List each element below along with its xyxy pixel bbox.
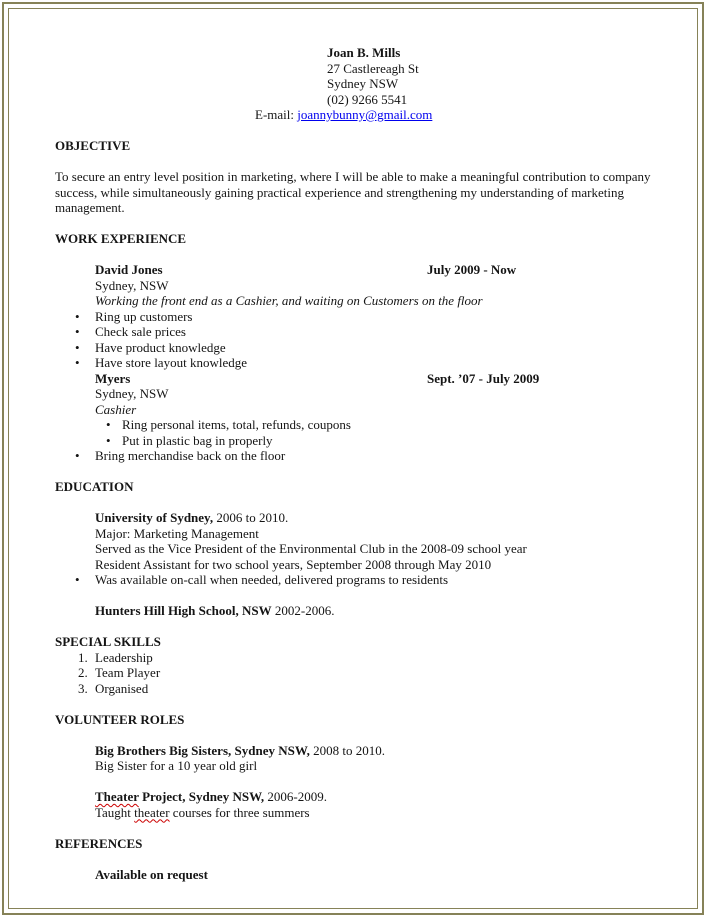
spacer [55, 619, 665, 635]
bullet-text: Ring up customers [95, 308, 193, 324]
spacer [55, 154, 665, 170]
role2-desc-text: courses for three summers [169, 804, 310, 820]
spacer [55, 774, 665, 790]
education-university-row [55, 510, 665, 526]
school-name: Hunters Hill High School, NSW [95, 603, 272, 618]
skill-label: Team Player [95, 665, 161, 680]
volunteer-role2-description [55, 805, 665, 821]
volunteer-role1-description: Big Sister for a 10 year old girl [95, 758, 258, 773]
email-link[interactable]: joannybunny@gmail.com [297, 107, 433, 122]
volunteer-role1-title-row [55, 743, 665, 759]
spacer [55, 495, 665, 511]
bullet-icon: • [106, 432, 111, 448]
bullet-text: Have product knowledge [95, 339, 226, 355]
spacer [55, 696, 665, 712]
skill-label: Organised [95, 680, 149, 696]
section-heading-education: EDUCATION [55, 479, 134, 494]
contact-name: Joan B. Mills [327, 45, 401, 60]
bullet-text: Have store layout knowledge [95, 355, 247, 370]
job1-bullet [55, 340, 665, 356]
contact-email-line [55, 107, 665, 123]
spacer [55, 464, 665, 480]
bullet-icon: • [75, 572, 80, 587]
role2-dates: 2006-2009. [264, 789, 327, 804]
skill-label: Leadership [95, 649, 153, 665]
job1-bullet [55, 324, 665, 340]
spacer [55, 851, 665, 867]
contact-phone: (02) 9266 5541 [327, 91, 408, 107]
bullet-text: Ring personal items, total, refunds, coupons [122, 417, 351, 432]
role1-title: Big Brothers Big Sisters, Sydney NSW, [95, 742, 310, 758]
role2-title-misspelled-word: Theater [95, 789, 139, 804]
bullet-text: Was available on-call when needed, delivered programs to residents [95, 572, 449, 587]
job1-bullet [55, 309, 665, 325]
bullet-icon: • [75, 355, 80, 370]
university-dates: 2006 to 2010. [213, 510, 289, 525]
section-heading-volunteer-roles: VOLUNTEER ROLES [55, 711, 185, 727]
spacer [55, 123, 665, 139]
education-major: Major: Marketing Management [95, 525, 259, 541]
objective-text: To secure an entry level position in marketing, where I will be able to make a meaningful contribution to company success, while simultaneously gaining practical experience and strengthening my understanding of marketing management. [55, 169, 651, 215]
education-school-row [55, 603, 665, 619]
spacer [55, 820, 665, 836]
spacer [55, 727, 665, 743]
resume-content [55, 45, 665, 882]
education-detail: Served as the Vice President of the Environmental Club in the 2008-09 school year [95, 541, 527, 556]
skill-number: 3. [78, 680, 88, 696]
bullet-icon: • [106, 417, 111, 432]
skill-item [55, 650, 665, 666]
bullet-icon: • [75, 339, 80, 355]
skill-item [55, 681, 665, 697]
bullet-icon: • [75, 308, 80, 324]
section-heading-objective: OBJECTIVE [55, 138, 131, 153]
job2-sub-bullet [55, 417, 665, 433]
role2-desc-misspelled-word: theater [134, 804, 170, 820]
role1-dates: 2008 to 2010. [309, 742, 386, 758]
role2-title: Project, Sydney NSW, [138, 789, 265, 804]
job1-employer-row [55, 262, 665, 278]
bullet-text: Bring merchandise back on the floor [95, 448, 286, 463]
bullet-text: Put in plastic bag in properly [122, 432, 273, 448]
references-text: Available on request [95, 866, 208, 882]
job2-employer-row [55, 371, 665, 387]
job1-bullet [55, 355, 665, 371]
section-heading-special-skills: SPECIAL SKILLS [55, 634, 161, 649]
bullet-icon: • [75, 448, 80, 463]
job1-dates: July 2009 - Now [427, 262, 517, 277]
spacer [55, 216, 665, 232]
university-name: University of Sydney, [95, 510, 214, 525]
skill-item [55, 665, 665, 681]
skill-number: 2. [78, 665, 88, 680]
job2-bullet [55, 448, 665, 464]
bullet-text: Check sale prices [95, 324, 186, 339]
job2-sub-bullet [55, 433, 665, 449]
job2-dates: Sept. ’07 - July 2009 [427, 370, 540, 386]
contact-street: 27 Castlereagh St [327, 60, 419, 76]
role2-desc-text: Taught [95, 804, 135, 820]
education-bullet [55, 572, 665, 588]
school-dates: 2002-2006. [271, 603, 335, 618]
job2-role: Cashier [95, 401, 137, 417]
education-detail: Resident Assistant for two school years, September 2008 through May 2010 [95, 556, 492, 572]
volunteer-role2-title-row [55, 789, 665, 805]
job2-location: Sydney, NSW [95, 386, 169, 401]
section-heading-work-experience: WORK EXPERIENCE [55, 231, 187, 246]
job1-role: Working the front end as a Cashier, and waiting on Customers on the floor [95, 293, 483, 308]
job1-location: Sydney, NSW [95, 277, 169, 293]
spacer [55, 588, 665, 604]
bullet-icon: • [75, 324, 80, 339]
contact-city: Sydney NSW [327, 76, 399, 91]
job1-employer: David Jones [95, 262, 163, 277]
job2-employer: Myers [95, 370, 131, 386]
email-label: E-mail: [255, 107, 298, 122]
section-heading-references: REFERENCES [55, 835, 143, 851]
skill-number: 1. [78, 649, 88, 665]
spacer [55, 247, 665, 263]
